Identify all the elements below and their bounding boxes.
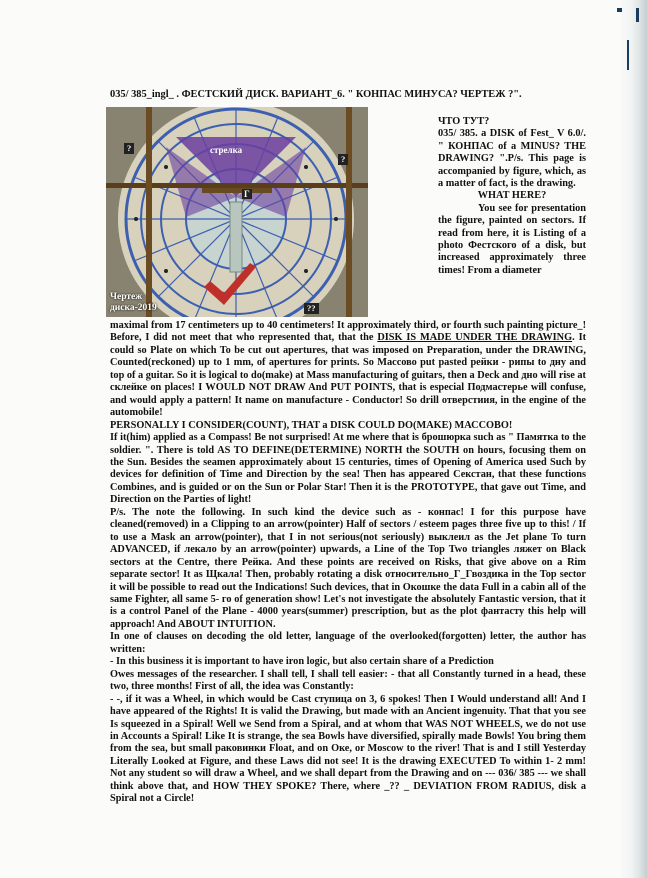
disk-drawing-illustration <box>106 107 368 317</box>
center-label: Г <box>244 189 250 199</box>
main-paragraph-3: If it(him) applied as a Compass! Be not surprised! At me where that is брошюрка such as " Памятка to the soldier. ". There is told AS TO DEFINE(DETERMINE) NORTH the SOUTH on hours, focusing them on the Sun. Besides the seamen approximately about 15 centuries, times of Opening of America used Such by devices for definition of Time and Direction by the sea! Then has appeared Секстан, that these functions Combines, and is guided or on the Sun or Polar Star! Then it is the PROTOTYPE, that gave out Time, and Direction on the Parties of light! <box>110 432 586 506</box>
scan-edge-shadow <box>621 0 647 878</box>
arrow-label: стрелка <box>210 145 243 155</box>
caption-line-2: диска-2019 <box>110 303 157 313</box>
question-mark-left: ? <box>124 143 134 154</box>
side-heading-ru: ЧТО ТУТ? <box>438 116 490 127</box>
caption-line-1: Чертеж <box>110 292 143 302</box>
main-p1-part-b: . It could so Plate on which To be cut out apertures, that was imposed on Preparation, under the DRAWING, Counted(reckoned) up to 1 mm, of apertures for prints. So Массово put pasted рейки - рипы to дну and top of a guitar. So it is logical to do(make) at Mass manufacturing of guitars, then a Deck and дно will rise at склейке on places! I WOULD NOT DRAW And PUT POINTS, that is especial Подмастерье will confuse, and would apply a pattern! It name on manufacture - Conductor! So drill отверстиия, in the engine of the automobile! <box>110 332 587 419</box>
side-paragraph-1: 035/ 385. a DISK of Fest_ V 6.0/. " КОНПАС of a MINUS? THE DRAWING? ".P/s. This page is accompanied by figure, which, as a matter of fact, is the drawing. <box>438 128 586 190</box>
main-paragraph-6: - In this business it is important to have iron logic, but also certain share of a Prediction <box>110 656 494 668</box>
main-paragraph-8: - -, if it was a Wheel, in which would be Cast ступица on 3, 6 spokes! Then I Would understand all! And I have appeared of the Rights! It is valid the Drawing, but made with an Ancient ingenuity. That that you see Is squeezed in a Spiral! Well we Send from a Spiral, and at whom that WAS NOT WHEELS, we do not use in Accounts a Spiral! Like It is strange, the sea Bowls have diversified, spirally made Bowls! You bring them from the sea, but small раковинки Float, and on Оке, or Moscow to the river! That is and I still Yesterday Literally Looked at Figure, and these Laws did not see! It is the drawing EXECUTED To within 1- 2 mm! Not any student so will draw a Wheel, and we shall depart from the Drawing and on --- 036/ 385 --- we shall think above that, and HOW THEY SPOKE? There, where _?? _ DEVIATION FROM RADIUS, disk a Spiral not a Circle! <box>110 693 586 805</box>
disk-photo <box>106 107 368 317</box>
ink-mark-dot <box>617 8 622 12</box>
main-paragraph-5: In one of clauses on decoding the old letter, language of the overlooked(forgotten) letter, the author has written: <box>110 631 586 655</box>
question-mark-bottom: ?? <box>304 303 319 314</box>
question-mark-right: ? <box>338 154 348 165</box>
photo-caption <box>110 292 157 314</box>
main-paragraph-4: P/s. The note the following. In such kind the device such as - конпас! I for this purpose have cleaned(removed) in a Clipping to an arrow(pointer) Half of sectors / esteem pages three five up to this! / If to use a Mask an arrow(pointer), that I in not serious(not seriously) выклеил as the Jet plane To turn ADVANCED, if лекало by an arrow(pointer) upwards, a Line of the Top Two triangles ляжет on Black sectors at the Centre, there Рейка. And these points are received on Risks, that give above on a Rim separate sector! It as Щкала! Then, probably rotating a disk относительно_Г_Гвоздика in the Top sector it will be possible to read out the Indications! Such devices, that in Окошке the data Full in a cabin all of the same Fighter, all same 5- го of generation show! Let's not investigate the absolutely Fantastic version, that it is a control Panel of the Plane - 4000 years(summer) prescription, but as the plot фантасту this help will approach! And ABOUT INTUITION. <box>110 506 586 630</box>
main-text <box>110 320 586 806</box>
ink-mark-right <box>627 40 629 70</box>
side-column <box>438 116 586 277</box>
main-paragraph-1 <box>110 320 586 420</box>
main-p1-part-a: maximal from 17 centimeters up to 40 centimeters! It approximately third, or fourth such painting picture_! Before, I did not meet that who represented that, that the <box>110 320 586 344</box>
ink-mark-top <box>636 8 639 22</box>
document-header: 035/ 385_ingl_ . ФЕСТСКИЙ ДИСК. ВАРИАНТ_6. " КОНПАС МИНУСА? ЧЕРТЕЖ ?". <box>110 89 522 100</box>
main-p1-underlined: DISK IS MADE UNDER THE DRAWING <box>377 332 573 344</box>
main-paragraph-7: Owes messages of the researcher. I shall tell, I shall tell easier: - that all Constantly turned in a head, these two, three months! First of all, the idea was Constantly: <box>110 668 586 693</box>
main-paragraph-2: PERSONALLY I CONSIDER(COUNT), THAT a DISK COULD DO(MAKE) МАССОВО! <box>110 419 513 431</box>
side-heading-en: WHAT HERE? <box>477 190 547 202</box>
side-paragraph-2: You see for presentation the figure, painted on sectors. If read from here, it is Listing of a photo Фестского of a disk, but increased approximately three times! From a diameter <box>438 202 586 276</box>
